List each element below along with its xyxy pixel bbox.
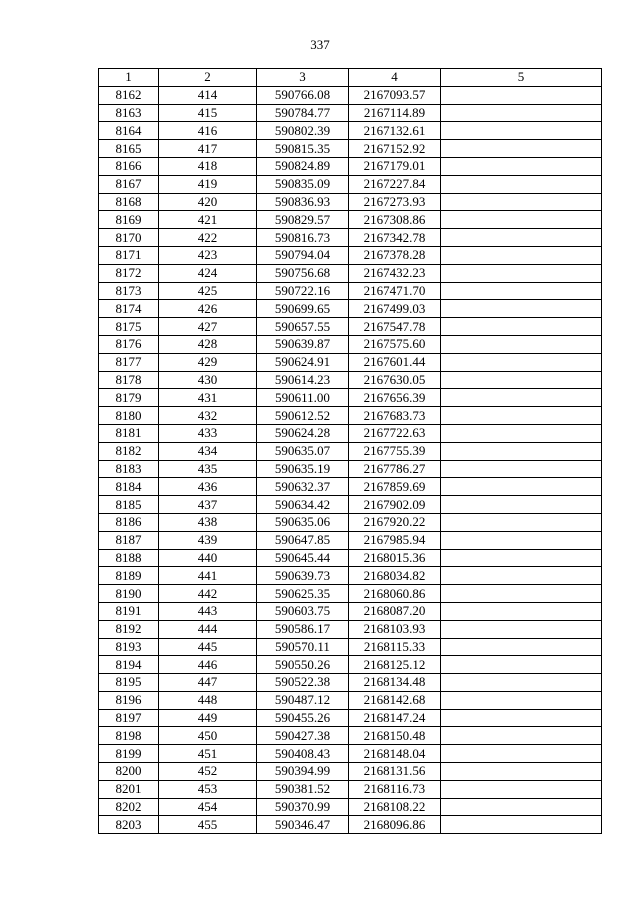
- point-number-cell: 8192: [99, 620, 159, 638]
- sequence-number-cell: 436: [159, 478, 257, 496]
- sequence-number-cell: 445: [159, 638, 257, 656]
- table-row: [99, 691, 602, 709]
- notes-cell: [441, 531, 602, 549]
- coordinate-y-cell: 2167273.93: [349, 193, 441, 211]
- point-number-cell: 8198: [99, 727, 159, 745]
- coordinate-y-cell: 2168142.68: [349, 691, 441, 709]
- point-number-cell: 8185: [99, 496, 159, 514]
- sequence-number-cell: 437: [159, 496, 257, 514]
- point-number-cell: 8168: [99, 193, 159, 211]
- coordinate-x-cell: 590824.89: [257, 157, 349, 175]
- coordinate-x-cell: 590634.42: [257, 496, 349, 514]
- coordinate-x-cell: 590836.93: [257, 193, 349, 211]
- sequence-number-cell: 431: [159, 389, 257, 407]
- sequence-number-cell: 441: [159, 567, 257, 585]
- coordinate-x-cell: 590815.35: [257, 140, 349, 158]
- coordinate-y-cell: 2168148.04: [349, 745, 441, 763]
- point-number-cell: 8166: [99, 157, 159, 175]
- coordinate-x-cell: 590635.06: [257, 513, 349, 531]
- point-number-cell: 8164: [99, 122, 159, 140]
- sequence-number-cell: 414: [159, 86, 257, 104]
- table-row: [99, 727, 602, 745]
- sequence-number-cell: 446: [159, 656, 257, 674]
- coordinate-y-cell: 2168103.93: [349, 620, 441, 638]
- coordinate-y-cell: 2167132.61: [349, 122, 441, 140]
- header-row: [99, 69, 602, 87]
- table-row: [99, 513, 602, 531]
- table-row: [99, 282, 602, 300]
- sequence-number-cell: 422: [159, 229, 257, 247]
- point-number-cell: 8188: [99, 549, 159, 567]
- notes-cell: [441, 264, 602, 282]
- coordinate-y-cell: 2168060.86: [349, 585, 441, 603]
- coordinate-x-cell: 590632.37: [257, 478, 349, 496]
- table-row: [99, 585, 602, 603]
- coordinate-x-cell: 590624.91: [257, 353, 349, 371]
- point-number-cell: 8197: [99, 709, 159, 727]
- point-number-cell: 8177: [99, 353, 159, 371]
- notes-cell: [441, 798, 602, 816]
- coordinate-y-cell: 2167755.39: [349, 442, 441, 460]
- point-number-cell: 8203: [99, 816, 159, 834]
- coordinate-x-cell: 590635.19: [257, 460, 349, 478]
- coordinate-y-cell: 2168125.12: [349, 656, 441, 674]
- sequence-number-cell: 439: [159, 531, 257, 549]
- sequence-number-cell: 417: [159, 140, 257, 158]
- notes-cell: [441, 442, 602, 460]
- sequence-number-cell: 434: [159, 442, 257, 460]
- sequence-number-cell: 429: [159, 353, 257, 371]
- notes-cell: [441, 656, 602, 674]
- coordinate-y-cell: 2168116.73: [349, 780, 441, 798]
- table-row: [99, 656, 602, 674]
- sequence-number-cell: 418: [159, 157, 257, 175]
- notes-cell: [441, 424, 602, 442]
- coordinate-x-cell: 590794.04: [257, 246, 349, 264]
- notes-cell: [441, 157, 602, 175]
- point-number-cell: 8191: [99, 602, 159, 620]
- coordinate-x-cell: 590550.26: [257, 656, 349, 674]
- coordinate-x-cell: 590614.23: [257, 371, 349, 389]
- notes-cell: [441, 282, 602, 300]
- notes-cell: [441, 353, 602, 371]
- coordinate-y-cell: 2167499.03: [349, 300, 441, 318]
- table-row: [99, 371, 602, 389]
- sequence-number-cell: 425: [159, 282, 257, 300]
- coordinate-x-cell: 590625.35: [257, 585, 349, 603]
- column-header-5: 5: [441, 69, 602, 87]
- notes-cell: [441, 691, 602, 709]
- sequence-number-cell: 421: [159, 211, 257, 229]
- coordinate-x-cell: 590612.52: [257, 407, 349, 425]
- notes-cell: [441, 816, 602, 834]
- notes-cell: [441, 229, 602, 247]
- coordinate-y-cell: 2168087.20: [349, 602, 441, 620]
- coordinate-y-cell: 2167227.84: [349, 175, 441, 193]
- coordinate-y-cell: 2167432.23: [349, 264, 441, 282]
- point-number-cell: 8178: [99, 371, 159, 389]
- notes-cell: [441, 513, 602, 531]
- coordinate-y-cell: 2168115.33: [349, 638, 441, 656]
- table-row: [99, 104, 602, 122]
- sequence-number-cell: 426: [159, 300, 257, 318]
- column-header-4: 4: [349, 69, 441, 87]
- coordinate-y-cell: 2167342.78: [349, 229, 441, 247]
- sequence-number-cell: 449: [159, 709, 257, 727]
- table-row: [99, 460, 602, 478]
- column-header-2: 2: [159, 69, 257, 87]
- sequence-number-cell: 415: [159, 104, 257, 122]
- notes-cell: [441, 193, 602, 211]
- notes-cell: [441, 745, 602, 763]
- notes-cell: [441, 638, 602, 656]
- coordinate-x-cell: 590756.68: [257, 264, 349, 282]
- notes-cell: [441, 211, 602, 229]
- coordinate-x-cell: 590722.16: [257, 282, 349, 300]
- table-row: [99, 602, 602, 620]
- coordinate-x-cell: 590586.17: [257, 620, 349, 638]
- sequence-number-cell: 433: [159, 424, 257, 442]
- notes-cell: [441, 335, 602, 353]
- coordinate-y-cell: 2167985.94: [349, 531, 441, 549]
- sequence-number-cell: 442: [159, 585, 257, 603]
- point-number-cell: 8187: [99, 531, 159, 549]
- coordinate-y-cell: 2167722.63: [349, 424, 441, 442]
- notes-cell: [441, 585, 602, 603]
- sequence-number-cell: 427: [159, 318, 257, 336]
- point-number-cell: 8169: [99, 211, 159, 229]
- notes-cell: [441, 478, 602, 496]
- sequence-number-cell: 416: [159, 122, 257, 140]
- point-number-cell: 8194: [99, 656, 159, 674]
- table-row: [99, 407, 602, 425]
- coordinate-y-cell: 2168034.82: [349, 567, 441, 585]
- point-number-cell: 8172: [99, 264, 159, 282]
- coordinate-y-cell: 2167575.60: [349, 335, 441, 353]
- table-row: [99, 567, 602, 585]
- table-row: [99, 193, 602, 211]
- point-number-cell: 8200: [99, 763, 159, 781]
- coordinate-y-cell: 2167630.05: [349, 371, 441, 389]
- coordinate-x-cell: 590639.87: [257, 335, 349, 353]
- sequence-number-cell: 450: [159, 727, 257, 745]
- notes-cell: [441, 86, 602, 104]
- point-number-cell: 8195: [99, 674, 159, 692]
- sequence-number-cell: 440: [159, 549, 257, 567]
- coordinate-x-cell: 590802.39: [257, 122, 349, 140]
- point-number-cell: 8190: [99, 585, 159, 603]
- point-number-cell: 8183: [99, 460, 159, 478]
- table-row: [99, 424, 602, 442]
- point-number-cell: 8186: [99, 513, 159, 531]
- point-number-cell: 8182: [99, 442, 159, 460]
- point-number-cell: 8174: [99, 300, 159, 318]
- notes-cell: [441, 602, 602, 620]
- notes-cell: [441, 300, 602, 318]
- sequence-number-cell: 444: [159, 620, 257, 638]
- table-body: [99, 86, 602, 833]
- table-row: [99, 763, 602, 781]
- table-row: [99, 246, 602, 264]
- coordinate-y-cell: 2168147.24: [349, 709, 441, 727]
- coordinate-y-cell: 2168134.48: [349, 674, 441, 692]
- notes-cell: [441, 371, 602, 389]
- notes-cell: [441, 780, 602, 798]
- coordinate-x-cell: 590699.65: [257, 300, 349, 318]
- coordinate-y-cell: 2167786.27: [349, 460, 441, 478]
- coordinate-x-cell: 590455.26: [257, 709, 349, 727]
- sequence-number-cell: 447: [159, 674, 257, 692]
- table-row: [99, 478, 602, 496]
- table-row: [99, 211, 602, 229]
- notes-cell: [441, 727, 602, 745]
- table-row: [99, 549, 602, 567]
- coordinate-x-cell: 590829.57: [257, 211, 349, 229]
- point-number-cell: 8202: [99, 798, 159, 816]
- table-row: [99, 300, 602, 318]
- point-number-cell: 8196: [99, 691, 159, 709]
- sequence-number-cell: 443: [159, 602, 257, 620]
- table-row: [99, 157, 602, 175]
- column-header-3: 3: [257, 69, 349, 87]
- coordinate-y-cell: 2168150.48: [349, 727, 441, 745]
- notes-cell: [441, 460, 602, 478]
- sequence-number-cell: 423: [159, 246, 257, 264]
- sequence-number-cell: 430: [159, 371, 257, 389]
- table-row: [99, 674, 602, 692]
- coordinate-y-cell: 2167601.44: [349, 353, 441, 371]
- coordinate-y-cell: 2167920.22: [349, 513, 441, 531]
- coordinate-x-cell: 590522.38: [257, 674, 349, 692]
- table-row: [99, 780, 602, 798]
- notes-cell: [441, 175, 602, 193]
- coordinate-x-cell: 590408.43: [257, 745, 349, 763]
- table-row: [99, 638, 602, 656]
- point-number-cell: 8167: [99, 175, 159, 193]
- table-row: [99, 86, 602, 104]
- coordinate-y-cell: 2167093.57: [349, 86, 441, 104]
- coordinate-x-cell: 590645.44: [257, 549, 349, 567]
- coordinate-x-cell: 590381.52: [257, 780, 349, 798]
- table-row: [99, 442, 602, 460]
- coordinate-y-cell: 2167308.86: [349, 211, 441, 229]
- coordinate-x-cell: 590346.47: [257, 816, 349, 834]
- notes-cell: [441, 709, 602, 727]
- sequence-number-cell: 452: [159, 763, 257, 781]
- table-header: [99, 69, 602, 87]
- point-number-cell: 8179: [99, 389, 159, 407]
- coordinate-x-cell: 590394.99: [257, 763, 349, 781]
- sequence-number-cell: 454: [159, 798, 257, 816]
- coordinate-y-cell: 2167378.28: [349, 246, 441, 264]
- notes-cell: [441, 389, 602, 407]
- coordinate-x-cell: 590647.85: [257, 531, 349, 549]
- notes-cell: [441, 318, 602, 336]
- table-row: [99, 122, 602, 140]
- point-number-cell: 8201: [99, 780, 159, 798]
- coordinate-y-cell: 2167547.78: [349, 318, 441, 336]
- coordinate-x-cell: 590816.73: [257, 229, 349, 247]
- notes-cell: [441, 496, 602, 514]
- coordinate-x-cell: 590635.07: [257, 442, 349, 460]
- sequence-number-cell: 453: [159, 780, 257, 798]
- column-header-1: 1: [99, 69, 159, 87]
- notes-cell: [441, 674, 602, 692]
- sequence-number-cell: 419: [159, 175, 257, 193]
- coordinate-x-cell: 590784.77: [257, 104, 349, 122]
- coordinate-y-cell: 2167152.92: [349, 140, 441, 158]
- notes-cell: [441, 246, 602, 264]
- coordinate-x-cell: 590639.73: [257, 567, 349, 585]
- coordinate-x-cell: 590603.75: [257, 602, 349, 620]
- notes-cell: [441, 140, 602, 158]
- point-number-cell: 8199: [99, 745, 159, 763]
- coordinate-x-cell: 590624.28: [257, 424, 349, 442]
- notes-cell: [441, 620, 602, 638]
- notes-cell: [441, 407, 602, 425]
- point-number-cell: 8171: [99, 246, 159, 264]
- sequence-number-cell: 455: [159, 816, 257, 834]
- coordinate-x-cell: 590657.55: [257, 318, 349, 336]
- coordinate-x-cell: 590427.38: [257, 727, 349, 745]
- notes-cell: [441, 549, 602, 567]
- point-number-cell: 8165: [99, 140, 159, 158]
- point-number-cell: 8176: [99, 335, 159, 353]
- point-number-cell: 8163: [99, 104, 159, 122]
- coordinate-y-cell: 2167114.89: [349, 104, 441, 122]
- point-number-cell: 8189: [99, 567, 159, 585]
- coordinate-x-cell: 590570.11: [257, 638, 349, 656]
- sequence-number-cell: 432: [159, 407, 257, 425]
- coordinates-table: [98, 68, 602, 834]
- table-row: [99, 709, 602, 727]
- coordinate-x-cell: 590611.00: [257, 389, 349, 407]
- coordinate-y-cell: 2168131.56: [349, 763, 441, 781]
- sequence-number-cell: 448: [159, 691, 257, 709]
- point-number-cell: 8162: [99, 86, 159, 104]
- coordinate-y-cell: 2167683.73: [349, 407, 441, 425]
- point-number-cell: 8175: [99, 318, 159, 336]
- table-row: [99, 389, 602, 407]
- coordinate-y-cell: 2167902.09: [349, 496, 441, 514]
- coordinate-x-cell: 590766.08: [257, 86, 349, 104]
- notes-cell: [441, 763, 602, 781]
- sequence-number-cell: 438: [159, 513, 257, 531]
- point-number-cell: 8180: [99, 407, 159, 425]
- sequence-number-cell: 451: [159, 745, 257, 763]
- coordinate-y-cell: 2167656.39: [349, 389, 441, 407]
- notes-cell: [441, 122, 602, 140]
- table-row: [99, 745, 602, 763]
- coordinate-y-cell: 2167859.69: [349, 478, 441, 496]
- coordinate-x-cell: 590370.99: [257, 798, 349, 816]
- coordinate-y-cell: 2168096.86: [349, 816, 441, 834]
- notes-cell: [441, 567, 602, 585]
- table-row: [99, 140, 602, 158]
- sequence-number-cell: 420: [159, 193, 257, 211]
- table-row: [99, 318, 602, 336]
- coordinate-x-cell: 590487.12: [257, 691, 349, 709]
- point-number-cell: 8193: [99, 638, 159, 656]
- table-row: [99, 264, 602, 282]
- point-number-cell: 8173: [99, 282, 159, 300]
- table-row: [99, 175, 602, 193]
- coordinate-y-cell: 2167179.01: [349, 157, 441, 175]
- table-row: [99, 335, 602, 353]
- point-number-cell: 8181: [99, 424, 159, 442]
- table-row: [99, 798, 602, 816]
- page-number: 337: [310, 37, 330, 52]
- sequence-number-cell: 435: [159, 460, 257, 478]
- table-row: [99, 229, 602, 247]
- coordinate-x-cell: 590835.09: [257, 175, 349, 193]
- table-row: [99, 496, 602, 514]
- sequence-number-cell: 424: [159, 264, 257, 282]
- table-row: [99, 816, 602, 834]
- notes-cell: [441, 104, 602, 122]
- table-row: [99, 353, 602, 371]
- coordinate-y-cell: 2168015.36: [349, 549, 441, 567]
- table-row: [99, 531, 602, 549]
- coordinate-y-cell: 2168108.22: [349, 798, 441, 816]
- coordinate-y-cell: 2167471.70: [349, 282, 441, 300]
- point-number-cell: 8170: [99, 229, 159, 247]
- point-number-cell: 8184: [99, 478, 159, 496]
- table-row: [99, 620, 602, 638]
- sequence-number-cell: 428: [159, 335, 257, 353]
